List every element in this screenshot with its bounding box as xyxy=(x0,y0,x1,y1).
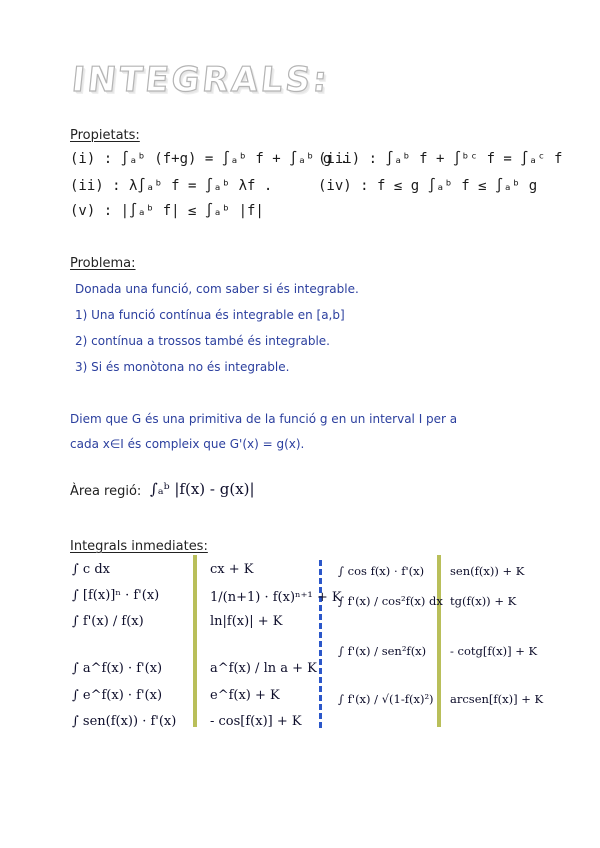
primitive-result: - cos[f(x)] + K xyxy=(210,714,302,729)
problema-line: 2) contínua a trossos també és integrable. xyxy=(75,334,330,348)
property-iii: (iii) : ∫ₐᵇ f + ∫ᵇᶜ f = ∫ₐᶜ f xyxy=(318,151,563,167)
integrand: ∫ e^f(x) · f'(x) xyxy=(72,688,163,703)
inmediates-heading: Integrals inmediates: xyxy=(70,539,208,554)
property-ii: (ii) : λ∫ₐᵇ f = ∫ₐᵇ λf . xyxy=(70,178,273,194)
integrand: ∫ f'(x) / sen²f(x) xyxy=(338,644,427,658)
primitive-result: ln|f(x)| + K xyxy=(210,614,283,629)
primitive-result: a^f(x) / ln a + K xyxy=(210,661,317,676)
area-formula: ∫ₐᵇ |f(x) - g(x)| xyxy=(150,480,255,498)
primitive-result: arcsen[f(x)] + K xyxy=(450,692,544,706)
integrand: ∫ sen(f(x)) · f'(x) xyxy=(72,714,177,729)
area-label: Àrea regió: xyxy=(70,484,142,499)
integrand: ∫ a^f(x) · f'(x) xyxy=(72,661,163,676)
property-v: (v) : |∫ₐᵇ f| ≤ ∫ₐᵇ |f| xyxy=(70,203,264,219)
problema-line: 1) Una funció contínua és integrable en [a,b] xyxy=(75,308,345,322)
primitive-result: sen(f(x)) + K xyxy=(450,564,525,578)
integrand: ∫ f'(x) / √(1-f(x)²) xyxy=(338,692,434,706)
column-divider xyxy=(437,555,441,727)
integrand: ∫ c dx xyxy=(72,562,110,577)
problema-heading: Problema: xyxy=(70,256,136,271)
problema-line: Donada una funció, com saber si és integrable. xyxy=(75,282,359,296)
primitive-result: - cotg[f(x)] + K xyxy=(450,644,538,658)
integrand: ∫ cos f(x) · f'(x) xyxy=(338,564,425,578)
problema-line: 3) Si és monòtona no és integrable. xyxy=(75,360,290,374)
primitiva-definition-line1: Diem que G és una primitiva de la funció g en un interval I per a xyxy=(70,412,458,426)
property-i: (i) : ∫ₐᵇ (f+g) = ∫ₐᵇ f + ∫ₐᵇ g . xyxy=(70,151,349,167)
column-divider-dashed xyxy=(319,560,322,728)
propietats-heading: Propietats: xyxy=(70,128,140,143)
primitive-result: 1/(n+1) · f(x)ⁿ⁺¹ + K xyxy=(210,590,342,605)
property-iv: (iv) : f ≤ g ∫ₐᵇ f ≤ ∫ₐᵇ g xyxy=(318,178,538,194)
primitive-result: e^f(x) + K xyxy=(210,688,280,703)
column-divider xyxy=(193,555,197,727)
primitive-result: tg(f(x)) + K xyxy=(450,594,517,608)
page-title: INTEGRALS: xyxy=(69,60,332,100)
integrand: ∫ f'(x) / f(x) xyxy=(72,614,144,629)
integrand: ∫ [f(x)]ⁿ · f'(x) xyxy=(72,588,160,603)
primitive-result: cx + K xyxy=(210,562,254,577)
integrand: ∫ f'(x) / cos²f(x) dx xyxy=(338,594,443,608)
primitiva-definition-line2: cada x∈I és compleix que G'(x) = g(x). xyxy=(70,437,305,451)
